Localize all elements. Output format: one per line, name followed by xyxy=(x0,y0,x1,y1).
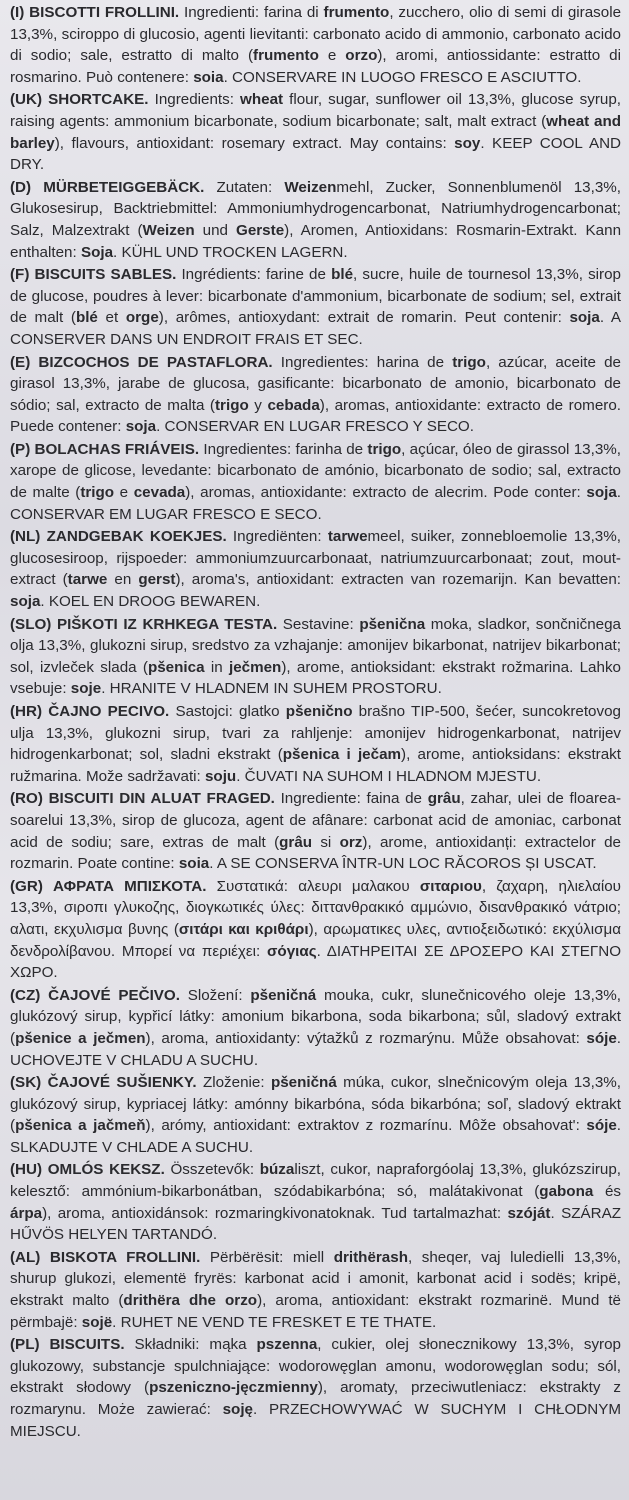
ingredient-text: en xyxy=(107,571,139,589)
allergen-text: pšeničná xyxy=(250,986,317,1004)
allergen-text: wheat xyxy=(240,91,284,109)
ingredient-text: , sheqer, vaj luledielli 13,3%, shurup glukozi, elementë fryrës: karbonat acid i amonit, karbonat acid i sodës; kripë, ekstrakt malto ( xyxy=(10,1248,621,1310)
ingredient-text: Zloženie: xyxy=(196,1074,271,1092)
ingredient-text: ), arome, antioksidant: ekstrakt rožmarina. Lahko vsebuje: xyxy=(10,658,621,698)
ingredient-text: ), arome, antioxidanți: extractelor de rozmarin. Poate contine: xyxy=(10,833,621,873)
ingredient-text: flour, sugar, sunflower oil 13,3%, glucose syrup, raising agents: ammonium bicarbonate, sodium bicarbonate; salt, malt extract ( xyxy=(10,91,621,130)
section-heading: (I) BISCOTTI FROLLINI. xyxy=(10,4,180,21)
ingredient-text: Përbërësit: miell xyxy=(200,1248,334,1266)
allergen-text: drithëra dhe orzo xyxy=(123,1292,258,1310)
allergen-text: árpa xyxy=(10,1204,43,1222)
ingredient-section xyxy=(10,985,621,1071)
allergen-text: soju xyxy=(204,767,237,785)
ingredient-text: Ingrédients: farine de xyxy=(176,266,332,284)
ingredient-text: et xyxy=(97,309,126,327)
ingredient-text: Ingrediente: faina de xyxy=(274,790,428,808)
ingredient-text: meel, suiker, zonnebloemolie 13,3%, glucosesiroop, rijspoeder: ammoniumzuurcarbonaat, natriumzuurcarbonaat; zout, mout-extract ( xyxy=(10,528,621,589)
section-heading: (P) BOLACHAS FRIÁVEIS. xyxy=(10,440,200,458)
ingredient-text: . KEEP COOL AND DRY. xyxy=(10,134,622,174)
ingredient-text: ), aroma, antioxidánsok: rozmaringkivonatoknak. Tud tartalmazhat: xyxy=(42,1204,508,1222)
allergen-text: frumento xyxy=(323,4,390,21)
allergen-text: pszenna xyxy=(256,1336,318,1354)
ingredient-section xyxy=(10,352,621,438)
ingredient-section xyxy=(10,1247,621,1333)
allergen-text: sóje xyxy=(586,1029,617,1047)
allergen-text: szóját xyxy=(507,1204,551,1222)
allergen-text: drithërash xyxy=(333,1248,408,1266)
allergen-text: grâu xyxy=(427,790,461,808)
allergen-text: soja xyxy=(586,484,617,502)
allergen-text: grâu xyxy=(279,833,313,851)
allergen-text: soje xyxy=(70,680,102,698)
ingredient-text: , cukier, olej słonecznikowy 13,3%, syrop glukozowy, substancje spulchniające: wodorowęglan amonu, wodorowęglan sodu; sól, ekstrakt słodowy ( xyxy=(10,1336,622,1397)
ingredient-text: Összetevők: xyxy=(164,1161,260,1179)
allergen-text: trigo xyxy=(452,353,486,371)
allergen-text: soy xyxy=(454,134,481,152)
ingredient-text: und xyxy=(194,221,237,239)
allergen-text: pšenica xyxy=(147,658,205,676)
ingredient-text: mehl, Zucker, Sonnenblumenöl 13,3%, Glukosesirup, Backtriebmittel: Ammoniumhydrogencarbonat, Natriumhydrogencarbonat; Salz, Malzextrakt ( xyxy=(10,178,621,239)
ingredient-text: . KOEL EN DROOG BEWAREN. xyxy=(40,593,261,611)
section-heading: (PL) BISCUITS. xyxy=(10,1336,125,1354)
allergen-text: soja xyxy=(10,593,41,611)
ingredient-text: ), aroma's, antioxidant: extracten van rozemarijn. Kan bevatten: xyxy=(175,571,621,589)
ingredient-text: liszt, cukor, napraforgóolaj 13,3%, glukózszirup, kelesztő: ammónium-bikarbonátban, szódabikarbóna; só, malátakivonat ( xyxy=(10,1161,621,1201)
section-heading: (RO) BISCUITI DIN ALUAT FRAGED. xyxy=(10,790,275,808)
allergen-text: blé xyxy=(75,309,98,327)
ingredient-text: , zahar, ulei de floarea-soarelui 13,3%, sirop de glucoza, agent de afânare: carbonat acid de amoniac, carbonat acid de sodiu; sare, extras de malt ( xyxy=(10,790,622,851)
ingredient-section xyxy=(10,1334,621,1442)
allergen-text: pšenična xyxy=(359,615,426,633)
allergen-text: soja xyxy=(125,418,157,436)
ingredient-section xyxy=(10,177,621,263)
section-heading: (AL) BISKOTA FROLLINI. xyxy=(10,1248,201,1266)
ingredient-text: . KÜHL UND TROCKEN LAGERN. xyxy=(113,243,348,261)
ingredient-text: . SLKADUJTE V CHLADE A SUCHU. xyxy=(10,1117,621,1156)
allergen-text: Gerste xyxy=(236,221,285,239)
ingredient-text: e xyxy=(114,484,134,502)
ingredient-text: brašno TIP-500, šećer, suncokretovog ulja 13,3%, glukozni sirup, tvari za rahljenje: amonijev hidrogenkarbonat, natrijev hidrogenkarbonat; sol, sladni ekstrakt ( xyxy=(10,703,621,764)
allergen-text: pšenica i ječam xyxy=(282,746,402,764)
ingredient-section xyxy=(10,264,621,350)
ingredient-text: . CONSERVARE IN LUOGO FRESCO E ASCIUTTO. xyxy=(223,68,582,86)
ingredient-text: y xyxy=(248,396,268,414)
section-heading: (GR) ΑΦΡΑΤΑ ΜΠΙΣΚΟΤΑ. xyxy=(10,877,207,895)
ingredient-text: és xyxy=(593,1183,621,1201)
allergen-text: orzo xyxy=(345,47,378,65)
allergen-text: ječmen xyxy=(228,658,282,676)
ingredient-text: si xyxy=(312,833,340,851)
ingredient-text: Složení: xyxy=(179,986,251,1004)
ingredient-section xyxy=(10,614,621,700)
ingredient-text: múka, cukor, slnečnicovým oleja 13,3%, glukózový sirup, kypriacej látky: amónny bikarbóna, sóda bikarbóna; soľ, sladový ektrakt ( xyxy=(10,1074,621,1135)
ingredient-text: Sestavine: xyxy=(277,615,360,633)
allergen-text: soja xyxy=(569,309,600,327)
ingredient-section xyxy=(10,439,621,525)
section-heading: (NL) ZANDGEBAK KOEKJES. xyxy=(10,528,227,546)
ingredient-section xyxy=(10,876,621,984)
allergen-text: pšenice a ječmen xyxy=(15,1029,146,1047)
section-heading: (HU) OMLÓS KEKSZ. xyxy=(10,1161,165,1179)
ingredient-text: . SZÁRAZ HŰVÖS HELYEN TARTANDÓ. xyxy=(10,1204,621,1244)
ingredient-text: ), aroma, antioxidanty: výtažků z rozmarýnu. Může obsahovat: xyxy=(145,1029,587,1047)
ingredient-section xyxy=(10,1072,621,1158)
allergen-text: sojë xyxy=(81,1313,113,1331)
ingredient-text: , açúcar, óleo de girassol 13,3%, xarope de glicose, levedante: bicarbonato de amónio, bicarbonato de sodio; sal, extracto de malte ( xyxy=(10,440,621,502)
allergen-text: frumento xyxy=(253,47,319,65)
ingredient-text: ), arome, antioksidans: ekstrakt ružmarina. Može sadržavati: xyxy=(10,746,621,785)
allergen-text: tarwe xyxy=(67,571,108,589)
allergen-text: pšeničná xyxy=(270,1074,337,1092)
ingredient-section xyxy=(10,701,621,787)
ingredient-text: . UCHOVEJTE V CHLADU A SUCHU. xyxy=(10,1029,621,1069)
ingredient-text: . ČUVATI NA SUHOM I HLADNOM MJESTU. xyxy=(236,767,542,785)
ingredient-text: ), flavours, antioxidant: rosemary extract. May contains: xyxy=(54,134,455,152)
allergen-text: cevada xyxy=(133,484,186,502)
ingredient-section xyxy=(10,1159,621,1245)
allergen-text: tarwe xyxy=(327,528,368,546)
allergen-text: Soja xyxy=(80,243,114,261)
ingredient-text: ), aromas, antioxidante: extracto de alecrim. Pode conter: xyxy=(185,484,587,502)
ingredient-section xyxy=(10,526,621,612)
ingredient-section xyxy=(10,788,621,874)
ingredient-text: ), aromaty, przeciwutleniacz: ekstrakty z rozmarynu. Może zawierać: xyxy=(10,1379,621,1418)
ingredient-text: , ζαχαρη, ηλιελαίου 13,3%, σιροπι γλυκοζης, διογκωτικές ύλες: διττανθρακικό αμμώνιο, διsανθρακικό νάτριο; αλατι, εκχυλισμα βυνης ( xyxy=(10,877,621,938)
allergen-text: trigo xyxy=(80,484,115,502)
ingredient-text: . PRZECHOWYWAĆ W SUCHYM I CHŁODNYM MIEJSCU. xyxy=(10,1401,622,1440)
allergen-text: Weizen xyxy=(142,221,195,239)
ingredient-text: mouka, cukr, slunečnicového oleje 13,3%, glukózový sirup, kypřicí látky: amonium bikarbona, soda bikarbona; sůl, sladový extrakt ( xyxy=(10,986,621,1047)
ingredient-text: Sastojci: glatko xyxy=(169,703,286,720)
ingredient-section xyxy=(10,2,621,88)
allergen-text: sóje xyxy=(586,1117,617,1135)
allergen-text: pšenično xyxy=(285,703,353,720)
allergen-text: soia xyxy=(178,855,210,873)
ingredient-text: e xyxy=(318,47,346,65)
section-heading: (D) MÜRBETEIGGEBÄCK. xyxy=(10,178,205,196)
ingredient-text: ), aromi, antiossidante: estratto di rosmarino. Può contenere: xyxy=(10,47,621,86)
ingredient-text: ), arómy, antioxidant: extraktov z rozmarínu. Môže obsahovat': xyxy=(145,1117,587,1135)
ingredient-section xyxy=(10,89,621,175)
ingredient-text: Ingredients: xyxy=(148,91,241,109)
ingredient-text: Zutaten: xyxy=(204,178,285,196)
section-heading: (SK) ČAJOVÉ SUŠIENKY. xyxy=(10,1074,197,1092)
allergen-text: pszeniczno-jęczmienny xyxy=(149,1379,318,1397)
ingredient-text: , sucre, huile de tournesol 13,3%, sirop de glucose, poudres à lever: bicarbonate d'ammonium, bicarbonate de sodium; sel, extrait de malt ( xyxy=(10,266,621,327)
ingredient-text: . RUHET NE VEND TE FRESKET E TE THATE. xyxy=(112,1313,437,1331)
ingredient-text: ), arômes, antioxydant: extrait de romarin. Peut contenir: xyxy=(158,309,570,327)
allergen-text: σιταριου xyxy=(419,877,482,895)
allergen-text: Weizen xyxy=(284,178,337,196)
allergen-text: gabona xyxy=(539,1183,594,1201)
allergen-text: cebada xyxy=(267,396,320,414)
allergen-text: búza xyxy=(259,1161,295,1179)
ingredient-text: in xyxy=(204,658,229,676)
allergen-text: trigo xyxy=(367,440,402,458)
ingredient-text: Ingrediënten: xyxy=(226,528,328,546)
ingredient-text: ), aromas, antioxidante: extracto de romero. Puede contener: xyxy=(10,396,622,436)
section-heading: (HR) ČAJNO PECIVO. xyxy=(10,703,170,720)
ingredient-text: . A SE CONSERVA ÎNTR-UN LOC RĂCOROS ȘI USCAT. xyxy=(209,855,597,873)
section-heading: (F) BISCUITS SABLES. xyxy=(10,266,177,284)
ingredient-text: moka, sladkor, sončničnega olja 13,3%, glukozni sirup, sredstvo za vzhajanje: amonijev bikarbonat, natrijev bikarbonat; sol, izvleček slada ( xyxy=(10,615,622,676)
ingredient-text: ), Aromen, Antioxidans: Rosmarin-Extrakt. Kann enthalten: xyxy=(10,221,622,261)
allergen-text: wheat and barley xyxy=(10,112,621,152)
ingredient-text: . CONSERVAR EM LUGAR FRESCO E SECO. xyxy=(10,484,621,523)
ingredient-text: . HRANITE V HLADNEM IN SUHEM PROSTORU. xyxy=(101,680,442,698)
allergen-text: orz xyxy=(339,833,363,851)
section-heading: (SLO) PIŠKOTI IZ KRHKEGA TESTA. xyxy=(10,615,278,633)
ingredient-text: Συστατικά: αλευρι μαλακου xyxy=(206,877,420,895)
allergen-text: soję xyxy=(222,1401,253,1418)
ingredient-text: ), aroma, antioxidant: ekstrakt rozmarinë. Mund të përmbajë: xyxy=(10,1292,621,1331)
allergen-text: trigo xyxy=(215,396,249,414)
ingredient-text: . ΔΙΑΤΗΡΕΙΤΑΙ ΣΕ ΔΡΟΣΕΡΟ ΚΑΙ ΣΤΕΓΝΟ ΧΩΡΟ. xyxy=(10,942,622,982)
ingredient-text: , azúcar, aceite de girasol 13,3%, jarabe de glucosa, gasificante: bicarbonato de amonio, bicarbonato de sódio; sal, extracto de malta ( xyxy=(10,353,621,414)
ingredient-text: Ingredientes: harina de xyxy=(272,353,453,371)
ingredient-text: Składniki: mąka xyxy=(124,1336,257,1354)
section-heading: (CZ) ČAJOVÉ PEČIVO. xyxy=(10,986,180,1004)
ingredient-text: . CONSERVAR EN LUGAR FRESCO Y SECO. xyxy=(156,418,474,436)
ingredient-text: , zucchero, olio di semi di girasole 13,3%, sciroppo di glucosio, agenti lievitanti: carbonato acido di ammonio, carbonato acido di sodio; sale, estratto di malto ( xyxy=(10,4,622,65)
allergen-text: σιτάρι και κριθάρι xyxy=(178,920,309,938)
section-heading: (UK) SHORTCAKE. xyxy=(10,91,149,109)
ingredient-text: . A CONSERVER DANS UN ENDROIT FRAIS ET SEC. xyxy=(10,309,621,348)
allergen-text: pšenica a jačmeň xyxy=(15,1117,146,1135)
allergen-text: orge xyxy=(125,309,159,327)
allergen-text: soia xyxy=(193,68,224,86)
allergen-text: blé xyxy=(331,266,354,284)
allergen-text: σόγιας xyxy=(267,942,317,960)
ingredient-text: ), αρωματικες υλες, αντιοξειδωτικό: εκχύλισμα δενδρολίβανου. Μπορεί να περιέχει: xyxy=(10,920,622,960)
ingredient-text: Ingredientes: farinha de xyxy=(199,440,368,458)
section-heading: (E) BIZCOCHOS DE PASTAFLORA. xyxy=(10,353,273,371)
ingredient-text: Ingredienti: farina di xyxy=(179,4,324,21)
allergen-text: gerst xyxy=(138,571,176,589)
